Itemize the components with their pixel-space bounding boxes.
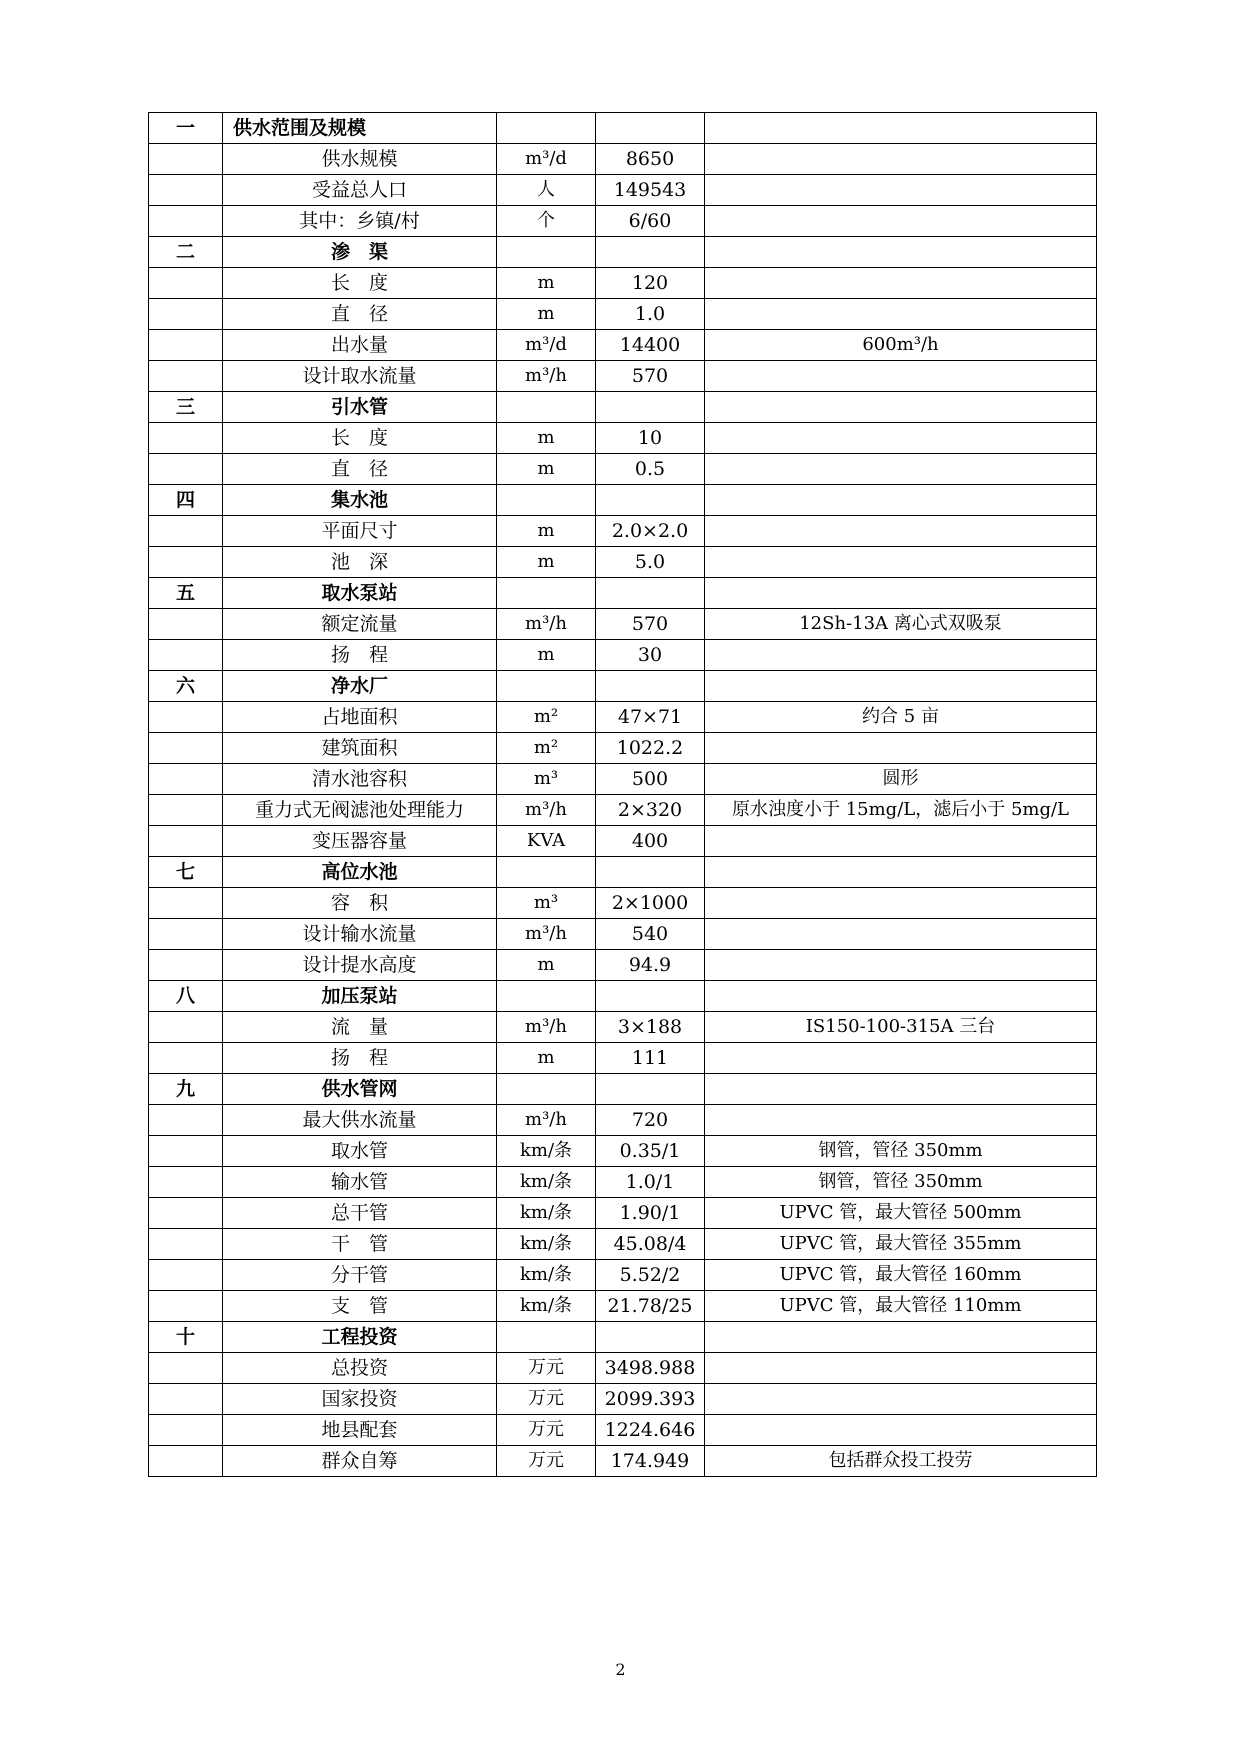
item-name-cell: 设计取水流量	[223, 361, 497, 392]
item-name-cell: 设计提水高度	[223, 950, 497, 981]
item-value-cell: 1.0	[596, 299, 705, 330]
item-value-cell: 0.35/1	[596, 1136, 705, 1167]
item-note-cell	[705, 361, 1097, 392]
table-row	[149, 299, 1097, 330]
project-spec-table	[148, 112, 1097, 1477]
item-note-cell	[705, 268, 1097, 299]
item-note-cell: 钢管，管径 350mm	[705, 1167, 1097, 1198]
item-note-cell: 原水浊度小于 15mg/L，滤后小于 5mg/L	[705, 795, 1097, 826]
item-unit-cell: 万元	[497, 1415, 596, 1446]
item-value-cell: 111	[596, 1043, 705, 1074]
item-note-cell	[705, 1353, 1097, 1384]
row-number-cell	[149, 299, 223, 330]
item-unit-cell: m	[497, 547, 596, 578]
item-note-cell: 圆形	[705, 764, 1097, 795]
row-number-cell: 八	[149, 981, 223, 1012]
item-name-cell: 总投资	[223, 1353, 497, 1384]
item-value-cell: 540	[596, 919, 705, 950]
table-row	[149, 1105, 1097, 1136]
item-value-cell	[596, 1322, 705, 1353]
item-name-cell: 净水厂	[223, 671, 497, 702]
row-number-cell	[149, 1353, 223, 1384]
item-value-cell: 500	[596, 764, 705, 795]
item-value-cell	[596, 392, 705, 423]
item-name-cell: 直 径	[223, 299, 497, 330]
item-unit-cell: m³	[497, 888, 596, 919]
item-note-cell	[705, 1415, 1097, 1446]
item-value-cell: 1224.646	[596, 1415, 705, 1446]
row-number-cell: 四	[149, 485, 223, 516]
item-note-cell	[705, 144, 1097, 175]
item-unit-cell: km/条	[497, 1198, 596, 1229]
item-unit-cell	[497, 578, 596, 609]
table-row	[149, 330, 1097, 361]
item-name-cell: 引水管	[223, 392, 497, 423]
item-name-cell: 长 度	[223, 423, 497, 454]
item-name-cell: 其中：乡镇/村	[223, 206, 497, 237]
table-row	[149, 454, 1097, 485]
item-note-cell: 包括群众投工投劳	[705, 1446, 1097, 1477]
table-row	[149, 1353, 1097, 1384]
item-note-cell	[705, 857, 1097, 888]
section-header-row	[149, 671, 1097, 702]
table-row	[149, 1384, 1097, 1415]
table-row	[149, 175, 1097, 206]
spec-table-body	[149, 113, 1097, 1477]
item-unit-cell: m³/h	[497, 795, 596, 826]
item-value-cell: 3498.988	[596, 1353, 705, 1384]
item-value-cell: 3×188	[596, 1012, 705, 1043]
item-name-cell: 高位水池	[223, 857, 497, 888]
item-unit-cell: m	[497, 640, 596, 671]
table-row	[149, 268, 1097, 299]
item-note-cell	[705, 1074, 1097, 1105]
item-name-cell: 清水池容积	[223, 764, 497, 795]
item-unit-cell: m²	[497, 702, 596, 733]
row-number-cell	[149, 1384, 223, 1415]
item-name-cell: 变压器容量	[223, 826, 497, 857]
item-note-cell	[705, 888, 1097, 919]
row-number-cell	[149, 764, 223, 795]
item-unit-cell: m	[497, 454, 596, 485]
table-row	[149, 1291, 1097, 1322]
item-note-cell	[705, 578, 1097, 609]
row-number-cell	[149, 1446, 223, 1477]
table-row	[149, 1012, 1097, 1043]
row-number-cell	[149, 1012, 223, 1043]
item-note-cell	[705, 640, 1097, 671]
item-value-cell: 0.5	[596, 454, 705, 485]
item-unit-cell: m³/h	[497, 919, 596, 950]
item-name-cell: 支 管	[223, 1291, 497, 1322]
item-unit-cell: m	[497, 950, 596, 981]
item-value-cell: 94.9	[596, 950, 705, 981]
item-name-cell: 总干管	[223, 1198, 497, 1229]
item-value-cell: 21.78/25	[596, 1291, 705, 1322]
item-unit-cell: km/条	[497, 1291, 596, 1322]
item-note-cell	[705, 733, 1097, 764]
item-note-cell	[705, 516, 1097, 547]
row-number-cell	[149, 1167, 223, 1198]
item-value-cell	[596, 485, 705, 516]
item-name-cell: 工程投资	[223, 1322, 497, 1353]
section-header-row	[149, 1074, 1097, 1105]
item-note-cell	[705, 299, 1097, 330]
item-name-cell: 容 积	[223, 888, 497, 919]
item-unit-cell: 万元	[497, 1384, 596, 1415]
item-unit-cell: 人	[497, 175, 596, 206]
item-value-cell: 5.0	[596, 547, 705, 578]
item-value-cell: 120	[596, 268, 705, 299]
item-unit-cell: KVA	[497, 826, 596, 857]
item-unit-cell: m²	[497, 733, 596, 764]
item-note-cell	[705, 950, 1097, 981]
row-number-cell	[149, 144, 223, 175]
row-number-cell: 六	[149, 671, 223, 702]
item-unit-cell: m³/h	[497, 609, 596, 640]
item-name-cell: 重力式无阀滤池处理能力	[223, 795, 497, 826]
item-name-cell: 占地面积	[223, 702, 497, 733]
item-note-cell: 钢管，管径 350mm	[705, 1136, 1097, 1167]
item-unit-cell	[497, 857, 596, 888]
item-note-cell	[705, 1105, 1097, 1136]
item-name-cell: 直 径	[223, 454, 497, 485]
table-row	[149, 640, 1097, 671]
item-note-cell	[705, 454, 1097, 485]
row-number-cell: 一	[149, 113, 223, 144]
item-note-cell	[705, 919, 1097, 950]
item-note-cell: 约合 5 亩	[705, 702, 1097, 733]
row-number-cell: 二	[149, 237, 223, 268]
section-header-row	[149, 981, 1097, 1012]
row-number-cell: 五	[149, 578, 223, 609]
item-unit-cell: km/条	[497, 1229, 596, 1260]
item-value-cell: 570	[596, 361, 705, 392]
item-unit-cell: m	[497, 1043, 596, 1074]
row-number-cell: 十	[149, 1322, 223, 1353]
section-header-row	[149, 857, 1097, 888]
row-number-cell	[149, 919, 223, 950]
table-row	[149, 795, 1097, 826]
item-unit-cell: m³/h	[497, 1105, 596, 1136]
item-unit-cell: m³/h	[497, 361, 596, 392]
item-unit-cell: m³/d	[497, 330, 596, 361]
table-row	[149, 1415, 1097, 1446]
item-value-cell: 8650	[596, 144, 705, 175]
item-value-cell: 1022.2	[596, 733, 705, 764]
table-row	[149, 206, 1097, 237]
item-note-cell	[705, 175, 1097, 206]
row-number-cell	[149, 268, 223, 299]
table-row	[149, 826, 1097, 857]
item-name-cell: 扬 程	[223, 640, 497, 671]
item-unit-cell	[497, 392, 596, 423]
item-value-cell: 570	[596, 609, 705, 640]
item-unit-cell: km/条	[497, 1167, 596, 1198]
item-value-cell: 10	[596, 423, 705, 454]
table-row	[149, 1260, 1097, 1291]
row-number-cell: 三	[149, 392, 223, 423]
item-name-cell: 建筑面积	[223, 733, 497, 764]
row-number-cell	[149, 547, 223, 578]
item-name-cell: 取水泵站	[223, 578, 497, 609]
item-unit-cell: m	[497, 516, 596, 547]
row-number-cell	[149, 423, 223, 454]
item-value-cell: 6/60	[596, 206, 705, 237]
item-note-cell	[705, 237, 1097, 268]
item-note-cell	[705, 981, 1097, 1012]
item-unit-cell: km/条	[497, 1260, 596, 1291]
row-number-cell	[149, 1260, 223, 1291]
item-name-cell: 群众自筹	[223, 1446, 497, 1477]
item-note-cell	[705, 423, 1097, 454]
row-number-cell	[149, 640, 223, 671]
item-name-cell: 额定流量	[223, 609, 497, 640]
item-note-cell	[705, 1322, 1097, 1353]
item-value-cell	[596, 981, 705, 1012]
item-note-cell: IS150-100-315A 三台	[705, 1012, 1097, 1043]
item-name-cell: 干 管	[223, 1229, 497, 1260]
item-name-cell: 取水管	[223, 1136, 497, 1167]
row-number-cell	[149, 1105, 223, 1136]
item-unit-cell: 万元	[497, 1446, 596, 1477]
item-note-cell	[705, 485, 1097, 516]
row-number-cell	[149, 888, 223, 919]
item-unit-cell: m	[497, 299, 596, 330]
item-note-cell: 600m³/h	[705, 330, 1097, 361]
table-row	[149, 1229, 1097, 1260]
row-number-cell	[149, 175, 223, 206]
row-number-cell	[149, 361, 223, 392]
item-unit-cell: km/条	[497, 1136, 596, 1167]
item-name-cell: 出水量	[223, 330, 497, 361]
item-unit-cell	[497, 1074, 596, 1105]
table-row	[149, 423, 1097, 454]
section-header-row	[149, 392, 1097, 423]
item-unit-cell: m³/d	[497, 144, 596, 175]
table-row	[149, 1136, 1097, 1167]
row-number-cell	[149, 516, 223, 547]
item-note-cell: UPVC 管，最大管径 110mm	[705, 1291, 1097, 1322]
section-header-row	[149, 237, 1097, 268]
row-number-cell	[149, 454, 223, 485]
item-unit-cell: m³/h	[497, 1012, 596, 1043]
section-header-row	[149, 113, 1097, 144]
item-name-cell: 集水池	[223, 485, 497, 516]
row-number-cell: 九	[149, 1074, 223, 1105]
section-header-row	[149, 578, 1097, 609]
item-value-cell: 2×1000	[596, 888, 705, 919]
table-row	[149, 547, 1097, 578]
row-number-cell	[149, 609, 223, 640]
item-note-cell: 12Sh-13A 离心式双吸泵	[705, 609, 1097, 640]
item-value-cell: 400	[596, 826, 705, 857]
item-value-cell: 45.08/4	[596, 1229, 705, 1260]
item-note-cell	[705, 206, 1097, 237]
table-row	[149, 919, 1097, 950]
section-header-row	[149, 1322, 1097, 1353]
item-name-cell: 受益总人口	[223, 175, 497, 206]
item-note-cell	[705, 392, 1097, 423]
item-value-cell	[596, 1074, 705, 1105]
item-unit-cell	[497, 981, 596, 1012]
item-name-cell: 供水规模	[223, 144, 497, 175]
item-value-cell: 720	[596, 1105, 705, 1136]
item-unit-cell: 万元	[497, 1353, 596, 1384]
item-note-cell	[705, 826, 1097, 857]
item-value-cell: 1.90/1	[596, 1198, 705, 1229]
item-name-cell: 地县配套	[223, 1415, 497, 1446]
item-note-cell	[705, 1384, 1097, 1415]
row-number-cell	[149, 950, 223, 981]
item-name-cell: 流 量	[223, 1012, 497, 1043]
row-number-cell	[149, 1198, 223, 1229]
item-name-cell: 平面尺寸	[223, 516, 497, 547]
table-row	[149, 516, 1097, 547]
item-name-cell: 长 度	[223, 268, 497, 299]
item-note-cell	[705, 113, 1097, 144]
item-value-cell	[596, 578, 705, 609]
item-value-cell: 2.0×2.0	[596, 516, 705, 547]
row-number-cell	[149, 1229, 223, 1260]
item-name-cell: 设计输水流量	[223, 919, 497, 950]
table-row	[149, 1446, 1097, 1477]
item-value-cell: 2×320	[596, 795, 705, 826]
item-name-cell: 池 深	[223, 547, 497, 578]
item-value-cell	[596, 671, 705, 702]
item-note-cell	[705, 1043, 1097, 1074]
row-number-cell	[149, 206, 223, 237]
page-number: 2	[615, 1660, 626, 1679]
item-value-cell: 1.0/1	[596, 1167, 705, 1198]
row-number-cell	[149, 733, 223, 764]
row-number-cell	[149, 1415, 223, 1446]
item-value-cell	[596, 237, 705, 268]
table-row	[149, 950, 1097, 981]
item-unit-cell	[497, 485, 596, 516]
item-name-cell: 扬 程	[223, 1043, 497, 1074]
item-value-cell: 149543	[596, 175, 705, 206]
item-value-cell	[596, 857, 705, 888]
table-row	[149, 764, 1097, 795]
item-note-cell: UPVC 管，最大管径 160mm	[705, 1260, 1097, 1291]
item-unit-cell: m	[497, 268, 596, 299]
item-name-cell: 分干管	[223, 1260, 497, 1291]
row-number-cell	[149, 1136, 223, 1167]
item-unit-cell: 个	[497, 206, 596, 237]
table-row	[149, 888, 1097, 919]
item-value-cell: 2099.393	[596, 1384, 705, 1415]
item-unit-cell: m³	[497, 764, 596, 795]
section-header-row	[149, 485, 1097, 516]
item-unit-cell	[497, 237, 596, 268]
table-row	[149, 1043, 1097, 1074]
item-name-cell: 供水范围及规模	[223, 113, 497, 144]
table-row	[149, 609, 1097, 640]
item-value-cell: 30	[596, 640, 705, 671]
item-unit-cell	[497, 671, 596, 702]
row-number-cell	[149, 795, 223, 826]
table-row	[149, 144, 1097, 175]
row-number-cell	[149, 1291, 223, 1322]
table-row	[149, 702, 1097, 733]
row-number-cell: 七	[149, 857, 223, 888]
row-number-cell	[149, 702, 223, 733]
item-value-cell: 174.949	[596, 1446, 705, 1477]
item-name-cell: 供水管网	[223, 1074, 497, 1105]
row-number-cell	[149, 826, 223, 857]
table-row	[149, 733, 1097, 764]
item-name-cell: 最大供水流量	[223, 1105, 497, 1136]
row-number-cell	[149, 1043, 223, 1074]
row-number-cell	[149, 330, 223, 361]
item-name-cell: 渗 渠	[223, 237, 497, 268]
table-row	[149, 1167, 1097, 1198]
item-unit-cell	[497, 1322, 596, 1353]
item-value-cell: 14400	[596, 330, 705, 361]
item-note-cell	[705, 671, 1097, 702]
item-name-cell: 输水管	[223, 1167, 497, 1198]
item-value-cell: 47×71	[596, 702, 705, 733]
table-row	[149, 1198, 1097, 1229]
item-unit-cell: m	[497, 423, 596, 454]
table-row	[149, 361, 1097, 392]
item-name-cell: 加压泵站	[223, 981, 497, 1012]
item-note-cell: UPVC 管，最大管径 500mm	[705, 1198, 1097, 1229]
item-value-cell: 5.52/2	[596, 1260, 705, 1291]
item-note-cell: UPVC 管，最大管径 355mm	[705, 1229, 1097, 1260]
item-unit-cell	[497, 113, 596, 144]
item-name-cell: 国家投资	[223, 1384, 497, 1415]
item-note-cell	[705, 547, 1097, 578]
item-value-cell	[596, 113, 705, 144]
